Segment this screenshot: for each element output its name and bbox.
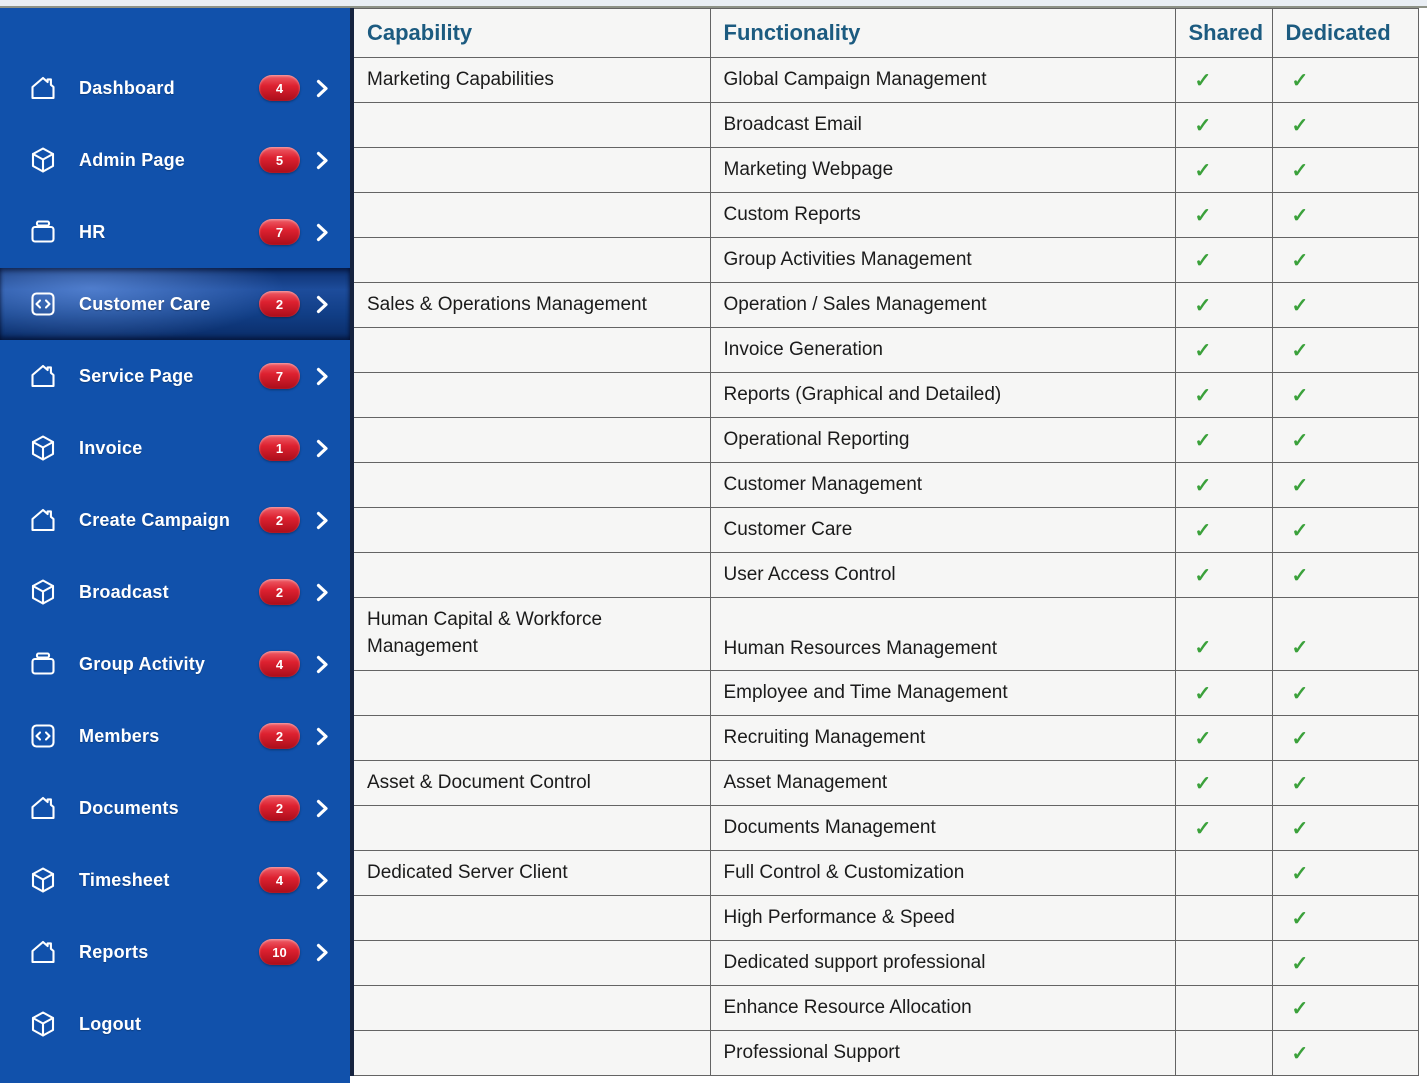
table-row — [352, 896, 1419, 941]
dedicated-check-icon: ✓ — [1272, 58, 1419, 103]
briefcase-icon — [27, 648, 59, 680]
capability-cell — [352, 463, 710, 508]
functionality-cell: Operation / Sales Management — [710, 283, 1175, 328]
column-header-functionality: Functionality — [710, 9, 1175, 58]
dedicated-check-icon: ✓ — [1272, 553, 1419, 598]
shared-check-icon — [1175, 896, 1272, 941]
notification-badge: 4 — [259, 75, 300, 101]
sidebar-item-customer-care[interactable] — [0, 268, 350, 340]
dedicated-check-icon: ✓ — [1272, 238, 1419, 283]
sidebar-item-label: HR — [79, 221, 106, 242]
sidebar-item-reports[interactable] — [0, 916, 350, 988]
shared-check-icon: ✓ — [1175, 671, 1272, 716]
sidebar-item-label: Create Campaign — [79, 509, 231, 530]
sidebar-item-label: Logout — [79, 1013, 142, 1034]
chevron-right-icon[interactable] — [316, 799, 330, 818]
column-header-shared: Shared — [1175, 9, 1272, 58]
shared-check-icon: ✓ — [1175, 806, 1272, 851]
sidebar-item-label: Documents — [79, 797, 179, 818]
table-row — [352, 193, 1419, 238]
dedicated-check-icon: ✓ — [1272, 463, 1419, 508]
capability-cell — [352, 148, 710, 193]
table-row — [352, 671, 1419, 716]
table-row — [352, 941, 1419, 986]
table-row — [352, 986, 1419, 1031]
capability-cell — [352, 238, 710, 283]
cube-icon — [27, 1008, 59, 1040]
capability-cell: Human Capital & Workforce Management — [352, 598, 710, 671]
sidebar-item-create-campaign[interactable] — [0, 484, 350, 556]
shared-check-icon — [1175, 1031, 1272, 1076]
chevron-right-icon[interactable] — [316, 583, 330, 602]
notification-badge: 10 — [259, 939, 300, 965]
sidebar-item-admin-page[interactable] — [0, 124, 350, 196]
shared-check-icon: ✓ — [1175, 148, 1272, 193]
functionality-cell: Group Activities Management — [710, 238, 1175, 283]
table-row — [352, 716, 1419, 761]
capability-cell — [352, 418, 710, 463]
notification-badge: 2 — [259, 291, 300, 317]
table-row — [352, 851, 1419, 896]
table-header-row — [352, 9, 1419, 58]
shared-check-icon: ✓ — [1175, 103, 1272, 148]
functionality-cell: Operational Reporting — [710, 418, 1175, 463]
code-icon — [27, 288, 59, 320]
functionality-cell: Broadcast Email — [710, 103, 1175, 148]
dedicated-check-icon: ✓ — [1272, 941, 1419, 986]
table-row — [352, 283, 1419, 328]
notification-badge: 5 — [259, 147, 300, 173]
table-row — [352, 148, 1419, 193]
capability-cell — [352, 896, 710, 941]
dedicated-check-icon: ✓ — [1272, 761, 1419, 806]
sidebar-item-hr[interactable] — [0, 196, 350, 268]
capability-cell — [352, 328, 710, 373]
table-row — [352, 58, 1419, 103]
shared-check-icon: ✓ — [1175, 193, 1272, 238]
capability-cell — [352, 986, 710, 1031]
chevron-right-icon[interactable] — [316, 151, 330, 170]
cube-icon — [27, 432, 59, 464]
sidebar-item-label: Broadcast — [79, 581, 169, 602]
dedicated-check-icon: ✓ — [1272, 373, 1419, 418]
capability-cell: Marketing Capabilities — [352, 58, 710, 103]
shared-check-icon: ✓ — [1175, 716, 1272, 761]
chevron-right-icon[interactable] — [316, 655, 330, 674]
column-header-capability: Capability — [352, 9, 710, 58]
top-strip — [0, 0, 1427, 8]
capability-cell — [352, 373, 710, 418]
chevron-right-icon[interactable] — [316, 79, 330, 98]
table-row — [352, 238, 1419, 283]
functionality-cell: Enhance Resource Allocation — [710, 986, 1175, 1031]
sidebar-item-label: Reports — [79, 941, 149, 962]
functionality-cell: Reports (Graphical and Detailed) — [710, 373, 1175, 418]
cube-icon — [27, 144, 59, 176]
table-row — [352, 373, 1419, 418]
capability-cell — [352, 941, 710, 986]
capability-cell — [352, 508, 710, 553]
notification-badge: 4 — [259, 867, 300, 893]
sidebar-nav — [0, 8, 350, 1083]
sidebar-item-label: Dashboard — [79, 77, 175, 98]
shared-check-icon: ✓ — [1175, 598, 1272, 671]
dedicated-check-icon: ✓ — [1272, 598, 1419, 671]
sidebar-item-label: Invoice — [79, 437, 143, 458]
dedicated-check-icon: ✓ — [1272, 1031, 1419, 1076]
dedicated-check-icon: ✓ — [1272, 508, 1419, 553]
functionality-cell: Professional Support — [710, 1031, 1175, 1076]
notification-badge: 1 — [259, 435, 300, 461]
functionality-cell: Human Resources Management — [710, 598, 1175, 671]
home-icon — [27, 360, 59, 392]
chevron-right-icon[interactable] — [316, 943, 330, 962]
dedicated-check-icon: ✓ — [1272, 283, 1419, 328]
dedicated-check-icon: ✓ — [1272, 193, 1419, 238]
cube-icon — [27, 864, 59, 896]
dedicated-check-icon: ✓ — [1272, 806, 1419, 851]
app-layout — [0, 8, 1427, 1083]
notification-badge: 2 — [259, 723, 300, 749]
capability-cell: Sales & Operations Management — [352, 283, 710, 328]
notification-badge: 2 — [259, 507, 300, 533]
cube-icon — [27, 576, 59, 608]
capability-cell — [352, 553, 710, 598]
capability-cell: Dedicated Server Client — [352, 851, 710, 896]
table-row — [352, 508, 1419, 553]
capability-cell — [352, 193, 710, 238]
shared-check-icon: ✓ — [1175, 373, 1272, 418]
sidebar-item-dashboard[interactable] — [0, 52, 350, 124]
dedicated-check-icon: ✓ — [1272, 716, 1419, 761]
table-row — [352, 598, 1419, 671]
notification-badge: 2 — [259, 795, 300, 821]
shared-check-icon: ✓ — [1175, 761, 1272, 806]
shared-check-icon: ✓ — [1175, 238, 1272, 283]
shared-check-icon: ✓ — [1175, 418, 1272, 463]
dedicated-check-icon: ✓ — [1272, 418, 1419, 463]
capability-cell — [352, 1031, 710, 1076]
sidebar-item-broadcast[interactable] — [0, 556, 350, 628]
home-icon — [27, 936, 59, 968]
shared-check-icon: ✓ — [1175, 328, 1272, 373]
functionality-cell: User Access Control — [710, 553, 1175, 598]
sidebar-item-timesheet[interactable] — [0, 844, 350, 916]
sidebar-item-label: Group Activity — [79, 653, 206, 674]
functionality-cell: High Performance & Speed — [710, 896, 1175, 941]
dedicated-check-icon: ✓ — [1272, 148, 1419, 193]
functionality-cell: Marketing Webpage — [710, 148, 1175, 193]
capability-cell — [352, 716, 710, 761]
sidebar-item-group-activity[interactable] — [0, 628, 350, 700]
shared-check-icon — [1175, 941, 1272, 986]
sidebar-item-label: Timesheet — [79, 869, 170, 890]
notification-badge: 7 — [259, 363, 300, 389]
table-row — [352, 806, 1419, 851]
dedicated-check-icon: ✓ — [1272, 851, 1419, 896]
functionality-cell: Customer Care — [710, 508, 1175, 553]
briefcase-icon — [27, 216, 59, 248]
table-row — [352, 463, 1419, 508]
capability-cell — [352, 671, 710, 716]
shared-check-icon: ✓ — [1175, 508, 1272, 553]
functionality-cell: Dedicated support professional — [710, 941, 1175, 986]
functionality-cell: Invoice Generation — [710, 328, 1175, 373]
sidebar-item-label: Members — [79, 725, 160, 746]
sidebar-item-logout[interactable] — [0, 988, 350, 1060]
chevron-right-icon[interactable] — [316, 295, 330, 314]
table-row — [352, 553, 1419, 598]
chevron-right-icon[interactable] — [316, 511, 330, 530]
dedicated-check-icon: ✓ — [1272, 896, 1419, 941]
dedicated-check-icon: ✓ — [1272, 986, 1419, 1031]
shared-check-icon — [1175, 986, 1272, 1031]
capability-cell — [352, 103, 710, 148]
functionality-cell: Customer Management — [710, 463, 1175, 508]
capability-matrix-table — [350, 8, 1419, 1076]
chevron-right-icon[interactable] — [316, 223, 330, 242]
shared-check-icon: ✓ — [1175, 283, 1272, 328]
sidebar-item-members[interactable] — [0, 700, 350, 772]
functionality-cell: Custom Reports — [710, 193, 1175, 238]
dedicated-check-icon: ✓ — [1272, 328, 1419, 373]
notification-badge: 7 — [259, 219, 300, 245]
notification-badge: 4 — [259, 651, 300, 677]
column-header-dedicated: Dedicated — [1272, 9, 1419, 58]
sidebar-item-label: Customer Care — [79, 293, 211, 314]
table-row — [352, 418, 1419, 463]
home-icon — [27, 72, 59, 104]
capability-matrix-panel — [350, 8, 1427, 1083]
functionality-cell: Full Control & Customization — [710, 851, 1175, 896]
table-row — [352, 103, 1419, 148]
shared-check-icon: ✓ — [1175, 58, 1272, 103]
functionality-cell: Documents Management — [710, 806, 1175, 851]
table-row — [352, 761, 1419, 806]
code-icon — [27, 720, 59, 752]
chevron-right-icon[interactable] — [316, 871, 330, 890]
home-icon — [27, 504, 59, 536]
functionality-cell: Recruiting Management — [710, 716, 1175, 761]
dedicated-check-icon: ✓ — [1272, 103, 1419, 148]
table-row — [352, 328, 1419, 373]
shared-check-icon: ✓ — [1175, 553, 1272, 598]
functionality-cell: Employee and Time Management — [710, 671, 1175, 716]
sidebar-item-documents[interactable] — [0, 772, 350, 844]
home-icon — [27, 792, 59, 824]
sidebar-item-label: Service Page — [79, 365, 194, 386]
chevron-right-icon[interactable] — [316, 727, 330, 746]
capability-cell: Asset & Document Control — [352, 761, 710, 806]
sidebar-item-label: Admin Page — [79, 149, 186, 170]
functionality-cell: Global Campaign Management — [710, 58, 1175, 103]
sidebar-item-service-page[interactable] — [0, 340, 350, 412]
shared-check-icon — [1175, 851, 1272, 896]
chevron-right-icon[interactable] — [316, 439, 330, 458]
notification-badge: 2 — [259, 579, 300, 605]
functionality-cell: Asset Management — [710, 761, 1175, 806]
dedicated-check-icon: ✓ — [1272, 671, 1419, 716]
table-row — [352, 1031, 1419, 1076]
capability-cell — [352, 806, 710, 851]
shared-check-icon: ✓ — [1175, 463, 1272, 508]
sidebar-item-invoice[interactable] — [0, 412, 350, 484]
chevron-right-icon[interactable] — [316, 367, 330, 386]
